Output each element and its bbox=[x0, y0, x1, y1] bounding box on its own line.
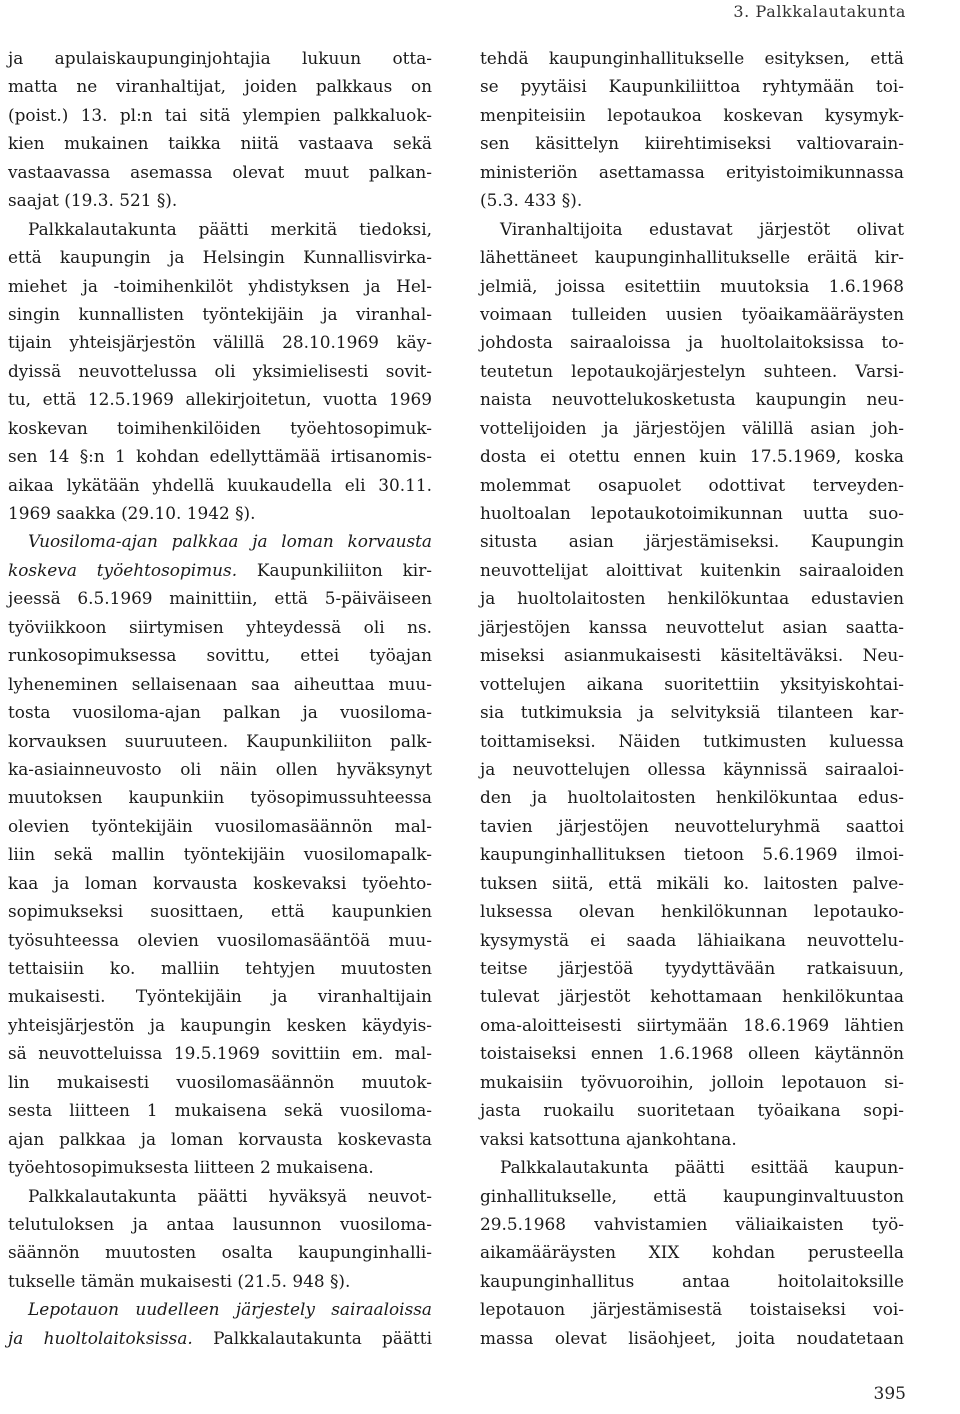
text-line: matta ne viranhaltijat, joiden palkkaus on bbox=[8, 76, 432, 97]
text-line: mukaisesti. Työntekijäin ja viranhaltijain bbox=[8, 986, 432, 1007]
text-line: sopimukseksi suosittaen, että kaupunkien bbox=[8, 901, 432, 922]
text-line bbox=[8, 556, 432, 584]
text-line: den ja huoltolaitosten henkilökuntaa edus- bbox=[480, 787, 904, 808]
text-line bbox=[8, 527, 432, 555]
text-line: Palkkalautakunta päätti merkitä tiedoksi, bbox=[28, 218, 432, 239]
text-line: vastaavassa asemassa olevat muut palkan- bbox=[8, 161, 432, 182]
text-line: tu, että 12.5.1969 allekirjoitetun, vuotta 1969 bbox=[8, 389, 432, 410]
text-line: tosta vuosiloma-ajan palkan ja vuosiloma- bbox=[8, 702, 432, 723]
text-line: tettaisiin ko. malliin tehtyjen muutosten bbox=[8, 958, 432, 978]
text-line: vottelujen aikana suoritettiin yksityiskohtai- bbox=[480, 673, 904, 694]
text-line: ginhallitukselle, että kaupunginvaltuuston bbox=[480, 1185, 904, 1206]
text-line: sesta liitteen 1 mukaisena sekä vuosiloma- bbox=[8, 1100, 432, 1121]
text-line: jelmiä, joissa esitettiin muutoksia 1.6.1968 bbox=[480, 275, 904, 296]
text-line: johdosta sairaaloissa ja huoltolaitoksissa to- bbox=[480, 332, 904, 353]
right-column bbox=[480, 44, 904, 1352]
text-line: dosta ei otettu ennen kuin 17.5.1969, koska bbox=[480, 446, 904, 467]
text-line: tulevat järjestöt kehottamaan henkilökuntaa bbox=[480, 986, 904, 1007]
text-line: luksessa olevan henkilökunnan lepotauko- bbox=[480, 901, 904, 922]
text-line: lähettäneet kaupunginhallitukselle eräitä kir- bbox=[480, 247, 904, 268]
text-line: vaksi katsottuna ajankohtana. bbox=[480, 1128, 737, 1149]
text-line: toittamiseksi. Näiden tutkimusten kuluessa bbox=[480, 730, 904, 751]
text-line: että kaupungin ja Helsingin Kunnallisvirka- bbox=[8, 247, 432, 268]
text-line: lin mukaisesti vuosilomasäännön muutok- bbox=[8, 1071, 432, 1092]
text-line: (poist.) 13. pl:n tai sitä ylempien palkkaluok- bbox=[8, 104, 432, 125]
text-line: miseksi asianmukaisesti käsiteltäväksi. Neu- bbox=[480, 645, 904, 666]
text-line: muutoksen kaupunkiin työsopimussuhteessa bbox=[8, 787, 432, 808]
text-line: järjestöjen kanssa neuvottelut asian saatta- bbox=[480, 616, 904, 637]
text-line: (5.3. 433 §). bbox=[480, 190, 583, 211]
text-line: tukselle tämän mukaisesti (21.5. 948 §). bbox=[8, 1270, 351, 1291]
text-line bbox=[8, 1324, 432, 1352]
text-line: yhteisjärjestön ja kaupungin kesken käydyis- bbox=[8, 1014, 432, 1035]
text-line: mukaisiin työvuoroihin, jolloin lepotauon si- bbox=[480, 1071, 904, 1092]
text-line: kaupunginhallituksen tietoon 5.6.1969 ilmoi- bbox=[480, 844, 904, 865]
text-line: jeessä 6.5.1969 mainittiin, että 5-päiväiseen bbox=[8, 588, 432, 609]
text-line: aikamääräysten XIX kohdan perusteella bbox=[480, 1242, 904, 1263]
left-column bbox=[8, 44, 432, 1352]
text-line: työviikkoon siirtymisen yhteydessä oli ns. bbox=[8, 616, 432, 637]
text-line: säännön muutosten osalta kaupunginhalli- bbox=[8, 1242, 432, 1263]
text-line: 1969 saakka (29.10. 1942 §). bbox=[8, 503, 256, 523]
text-line: miehet ja -toimihenkilöt yhdistyksen ja Hel- bbox=[8, 275, 432, 296]
text-line: molemmat osapuolet odottivat terveyden- bbox=[480, 474, 904, 495]
text-line: ja neuvottelujen ollessa käynnissä sairaaloi- bbox=[480, 758, 904, 779]
text-line: tavien järjestöjen neuvotteluryhmä saattoi bbox=[480, 815, 904, 836]
text-line: massa olevat lisäohjeet, joita noudatetaan bbox=[480, 1327, 904, 1348]
text-line: 29.5.1968 vahvistamien väliaikaisten työ- bbox=[480, 1213, 904, 1234]
text-line: singin kunnallisten työntekijäin ja viranhal- bbox=[8, 303, 432, 324]
text-line: työsuhteessa olevien vuosilomasääntöä muu- bbox=[8, 929, 432, 950]
text-fragment: Palkkalautakunta päätti bbox=[213, 1327, 432, 1348]
text-line: ka-asiainneuvosto oli näin ollen hyväksynyt bbox=[8, 758, 432, 779]
text-line: sia tutkimuksia ja selvityksiä tilanteen kar- bbox=[480, 702, 904, 723]
section-heading-lepotauko: Lepotauon uudelleen järjestely sairaaloissa bbox=[28, 1299, 432, 1320]
text-line: telutuloksen ja antaa lausunnon vuosiloma- bbox=[8, 1213, 432, 1234]
text-line: kysymystä ei saada lähiaikana neuvottelu- bbox=[480, 929, 904, 950]
text-line: tijain yhteisjärjestön välillä 28.10.1969 käy- bbox=[8, 332, 432, 353]
text-line: dyissä neuvottelussa oli yksimielisesti sovit- bbox=[8, 360, 432, 381]
text-line: vottelijoiden ja järjestöjen välillä asian joh- bbox=[480, 417, 904, 438]
text-line: neuvottelijat aloittivat kuitenkin sairaaloiden bbox=[480, 559, 904, 580]
text-line: kien mukainen taikka niitä vastaava sekä bbox=[8, 133, 432, 154]
text-line: sen 14 §:n 1 kohdan edellyttämää irtisanomis- bbox=[8, 446, 432, 467]
text-line: liin sekä mallin työntekijäin vuosilomapalk- bbox=[8, 844, 432, 865]
text-line: runkosopimuksessa sovittu, ettei työajan bbox=[8, 645, 432, 666]
text-line: naista neuvottelukosketusta kaupungin neu- bbox=[480, 389, 904, 410]
text-line: teitse järjestöä tyydyttävään ratkaisuun, bbox=[480, 958, 904, 978]
text-line: kaa ja loman korvausta koskevaksi työehto- bbox=[8, 872, 432, 893]
text-line: Palkkalautakunta päätti hyväksyä neuvot- bbox=[28, 1185, 432, 1206]
text-line: huoltoalan lepotaukotoimikunnan uutta suo- bbox=[480, 503, 904, 523]
text-line: lepotauon järjestämisestä toistaiseksi voi- bbox=[480, 1299, 904, 1320]
text-line: se pyytäisi Kaupunkiliittoa ryhtymään toi- bbox=[480, 76, 904, 97]
text-line: oma-aloitteisesti siirtymään 18.6.1969 lähtien bbox=[480, 1014, 904, 1035]
text-line: korvauksen suuruuteen. Kaupunkiliiton palk- bbox=[8, 730, 432, 751]
text-line bbox=[8, 1295, 432, 1323]
text-line: kaupunginhallitus antaa hoitolaitoksille bbox=[480, 1270, 904, 1291]
section-heading-vuosiloma: Vuosiloma-ajan palkkaa ja loman korvausta bbox=[28, 531, 432, 552]
text-line: tehdä kaupunginhallitukselle esityksen, että bbox=[480, 48, 904, 68]
text-line: ministeriön asettamassa erityistoimikunnassa bbox=[480, 161, 904, 182]
section-heading-lepotauko-cont: ja huoltolaitoksissa. bbox=[8, 1327, 193, 1348]
text-line: ja huoltolaitosten henkilökuntaa edustavien bbox=[480, 588, 904, 609]
text-line: situsta asian järjestämiseksi. Kaupungin bbox=[480, 531, 904, 552]
text-line: voimaan tulleiden uusien työaikamääräysten bbox=[480, 303, 904, 324]
text-line: teutetun lepotaukojärjestelyn suhteen. Varsi- bbox=[480, 360, 904, 381]
section-heading-vuosiloma-cont: koskeva työehtosopimus. bbox=[8, 559, 238, 580]
text-line: sen käsittelyn kiirehtimiseksi valtiovarain- bbox=[480, 133, 904, 154]
text-line: työehtosopimuksesta liitteen 2 mukaisena. bbox=[8, 1157, 374, 1178]
text-line: menpiteisiin lepotaukoa koskevan kysymyk- bbox=[480, 104, 904, 125]
text-line: saajat (19.3. 521 §). bbox=[8, 190, 178, 211]
text-line: sä neuvotteluissa 19.5.1969 sovittiin em. mal- bbox=[8, 1043, 432, 1064]
text-line: lyheneminen sellaisenaan saa aiheuttaa muu- bbox=[8, 673, 432, 694]
text-line: Palkkalautakunta päätti esittää kaupun- bbox=[500, 1157, 904, 1178]
text-line: ja apulaiskaupunginjohtajia lukuun otta- bbox=[8, 48, 432, 68]
text-fragment: Kaupunkiliiton kir- bbox=[256, 559, 432, 580]
text-line: ajan palkkaa ja loman korvausta koskevasta bbox=[8, 1128, 432, 1149]
text-line: Viranhaltijoita edustavat järjestöt olivat bbox=[500, 218, 904, 239]
text-line: tuksen siitä, että mikäli ko. laitosten palve- bbox=[480, 872, 904, 893]
text-line: aikaa lykätään yhdellä kuukaudella eli 30.11. bbox=[8, 474, 432, 495]
running-head: 3. Palkkalautakunta bbox=[733, 2, 906, 21]
page-number: 395 bbox=[873, 1384, 906, 1404]
text-line: jasta ruokailu suoritetaan työaikana sopi- bbox=[480, 1100, 904, 1121]
text-line: olevien työntekijäin vuosilomasäännön mal- bbox=[8, 815, 432, 836]
text-line: koskevan toimihenkilöiden työehtosopimuk- bbox=[8, 417, 432, 438]
text-line: toistaiseksi ennen 1.6.1968 olleen käytännön bbox=[480, 1043, 904, 1064]
